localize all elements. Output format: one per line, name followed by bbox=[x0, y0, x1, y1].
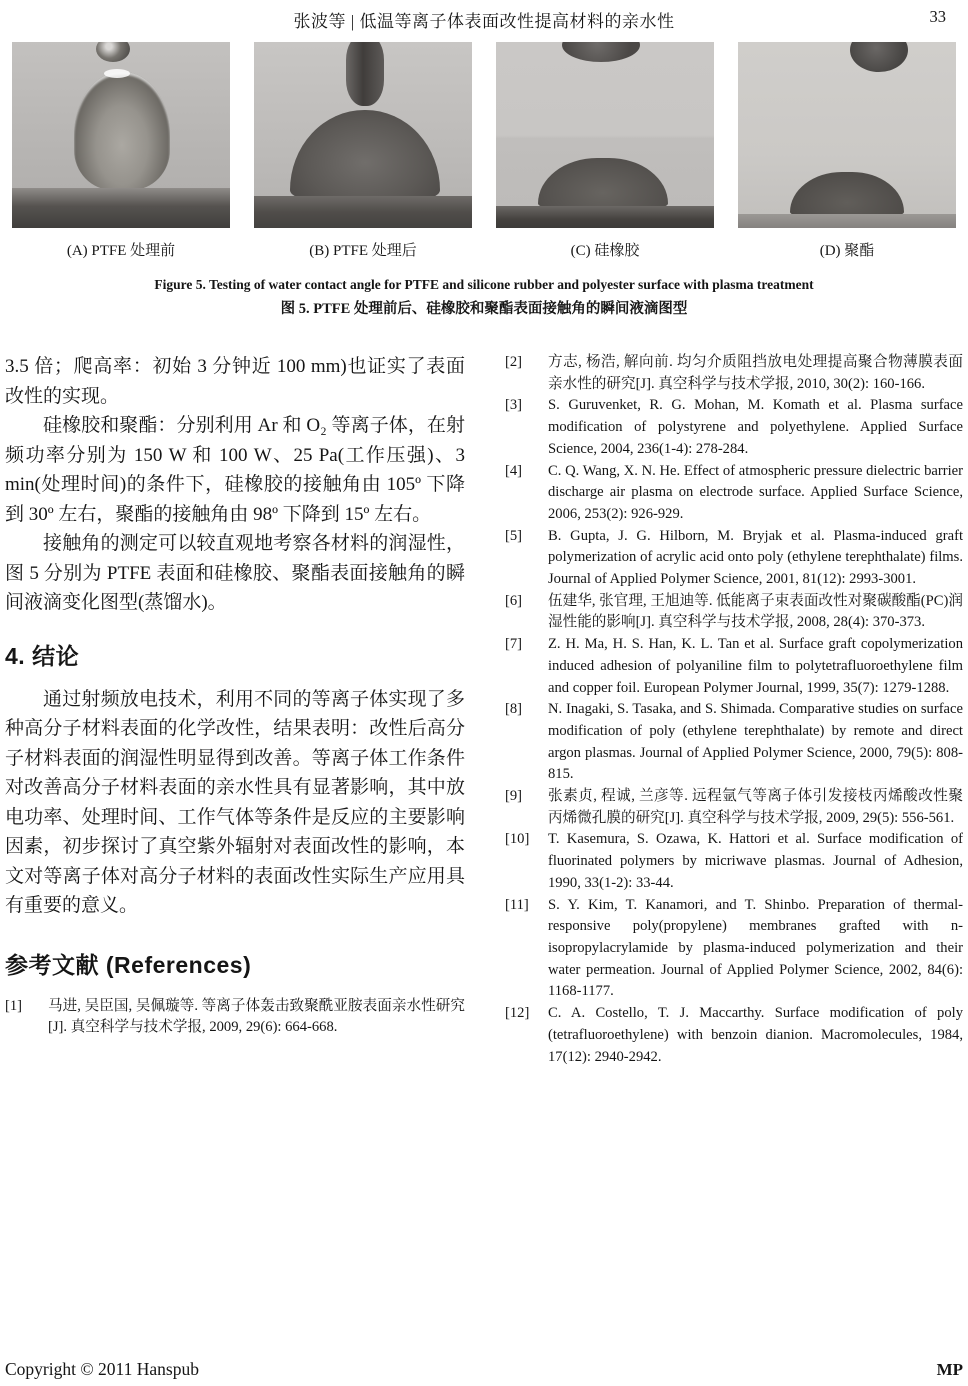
copyright-notice: Copyright © 2011 Hanspub bbox=[5, 1359, 199, 1379]
syringe-tip-icon bbox=[346, 42, 384, 106]
references-heading: 参考文献 (References) bbox=[5, 951, 252, 978]
sample-surface bbox=[254, 196, 472, 228]
reference-item bbox=[505, 395, 963, 460]
page-footer bbox=[5, 1359, 963, 1380]
panel-b bbox=[254, 42, 472, 260]
reference-item bbox=[505, 634, 963, 699]
body-paragraph: 接触角的测定可以较直观地考察各材料的润湿性，图 5 分别为 PTFE 表面和硅橡胶、聚酯表面接触角的瞬间液滴变化图型(蒸馏水)。 bbox=[5, 533, 465, 613]
reference-item bbox=[5, 996, 465, 1039]
reference-item bbox=[505, 829, 963, 894]
sessile-droplet-icon bbox=[74, 72, 170, 190]
reference-text: 方志, 杨浩, 解向前. 均匀介质阻挡放电处理提高聚合物薄膜表面亲水性的研究[J]. 真空科学与技术学报, 2010, 30(2): 160-166. bbox=[548, 354, 963, 392]
panel-caption-c: (C) 硅橡胶 bbox=[570, 243, 640, 259]
sample-surface bbox=[738, 214, 956, 228]
reference-label: [6] bbox=[505, 592, 523, 609]
reference-text: 张素贞, 程诚, 兰彦等. 远程氩气等离子体引发接枝丙烯酸改性聚丙烯微孔膜的研究[J]. 真空科学与技术学报, 2009, 29(5): 556-561. bbox=[548, 788, 963, 826]
reference-item bbox=[505, 1003, 963, 1068]
conclusion-paragraph: 通过射频放电技术，利用不同的等离子体实现了多种高分子材料表面的化学改性，结果表明：改性后高分子材料表面的润湿性明显得到改善。等离子体工作条件对改善高分子材料表面的亲水性具有显著影响，其中放电功率、处理时间、工作气体等条件是反应的主要影响因素，初步探讨了真空紫外辐射对表面改性的影响，本文对等离子体对高分子材料的表面改性实际生产应用具有重要的意义。 bbox=[5, 688, 465, 916]
reference-label: [12] bbox=[505, 1005, 530, 1022]
reference-text: S. Y. Kim, T. Kanamori, and T. Shinbo. Preparation of thermal-responsive poly(propylene) membranes grafted with n-isopropylacrylamide by plasma-induced polymerization and their water permeation. Journal of Applied Polymer Science, 2002, 84(6): 1168-1177. bbox=[548, 896, 963, 1000]
body-paragraph: 硅橡胶和聚酯：分别利用 Ar 和 O₂ 等离子体，在射频功率分别为 150 W 和 100 W、25 Pa(工作压强)、3 min(处理时间)的条件下，硅橡胶的接触角由 105º 下降到 30º 左右，聚酯的接触角由 98º 下降到 15º 左右。 bbox=[5, 415, 465, 525]
reference-text: C. A. Costello, T. J. Maccarthy. Surface modification of poly (tetrafluoroethylene) with benzoin dianion. Macromolecules, 1984, 17(12): 2940-2942. bbox=[548, 1005, 963, 1065]
panel-caption-b: (B) PTFE 处理后 bbox=[309, 243, 417, 259]
sample-surface bbox=[496, 206, 714, 228]
reference-item bbox=[505, 895, 963, 1004]
pendant-droplet-icon bbox=[96, 42, 130, 62]
contact-angle-photo-ptfe-before bbox=[12, 42, 230, 228]
reference-text: T. Kasemura, S. Ozawa, K. Hattori et al. Surface modification of fluorinated polymers by micriwave plasmas. Journal of Adhesion, 1990, 33(1-2): 33-44. bbox=[548, 831, 963, 891]
sessile-droplet-icon bbox=[538, 158, 668, 208]
left-column bbox=[5, 352, 465, 1068]
sessile-droplet-icon bbox=[290, 110, 440, 198]
reference-label: [9] bbox=[505, 788, 523, 805]
sessile-droplet-icon bbox=[790, 172, 904, 216]
reference-item bbox=[505, 591, 963, 634]
reference-item bbox=[505, 352, 963, 395]
body-columns bbox=[0, 352, 968, 1068]
figure-caption-chinese: 图 5. PTFE 处理前后、硅橡胶和聚酯表面接触角的瞬间液滴图型 bbox=[280, 301, 688, 317]
reference-text: Z. H. Ma, H. S. Han, K. L. Tan et al. Surface graft copolymerization induced adhesion of polyaniline film to polytetrafluoroethylene film and copper foil. European Polymer Journal, 1999, 35(7): 1279-1288. bbox=[548, 636, 963, 696]
droplet-highlight bbox=[104, 69, 130, 78]
reference-text: 伍建华, 张官理, 王旭迪等. 低能离子束表面改性对聚碳酸酯(PC)润湿性能的影响[J]. 真空科学与技术学报, 2008, 28(4): 370-373. bbox=[548, 592, 963, 631]
body-paragraph: 3.5 倍；爬高率：初始 3 分钟近 100 mm)也证实了表面改性的实现。 bbox=[5, 356, 465, 407]
reference-label: [11] bbox=[505, 896, 529, 913]
running-title: 张波等 | 低温等离子体表面改性提高材料的亲水性 bbox=[293, 12, 675, 31]
panel-c bbox=[496, 42, 714, 260]
reference-text: B. Gupta, J. G. Hilborn, M. Bryjak et al. Plasma-induced graft polymerization of acrylic acid onto poly (ethylene terephthalate) films. Journal of Applied Polymer Science, 2001, 81(12): 2993-3001. bbox=[548, 527, 963, 588]
reference-label: [2] bbox=[505, 354, 523, 370]
reference-label: [4] bbox=[505, 462, 523, 479]
journal-code: MP bbox=[936, 1360, 963, 1379]
pendant-droplet-icon bbox=[562, 42, 640, 62]
reference-label: [5] bbox=[505, 527, 523, 544]
reference-label: [3] bbox=[505, 397, 523, 414]
figure-5-panels bbox=[0, 42, 968, 260]
sample-surface bbox=[12, 188, 230, 228]
reference-item bbox=[505, 699, 963, 786]
section-heading-conclusion: 4. 结论 bbox=[5, 642, 80, 669]
reference-item bbox=[505, 526, 963, 591]
right-column bbox=[505, 352, 963, 1068]
panel-d bbox=[738, 42, 956, 260]
panel-caption-d: (D) 聚酯 bbox=[819, 243, 875, 259]
reference-text: C. Q. Wang, X. N. He. Effect of atmospheric pressure dielectric barrier discharge air plasma on electrode surface. Applied Surface Science, 2006, 253(2): 926-929. bbox=[548, 462, 963, 522]
reference-label: [8] bbox=[505, 701, 523, 718]
reference-text: 马进, 吴臣国, 吴佩璇等. 等离子体轰击致聚酰亚胺表面亲水性研究[J]. 真空科学与技术学报, 2009, 29(6): 664-668. bbox=[48, 997, 465, 1036]
panel-caption-a: (A) PTFE 处理前 bbox=[66, 243, 176, 259]
pendant-droplet-icon bbox=[850, 42, 908, 72]
contact-angle-photo-polyester bbox=[738, 42, 956, 228]
contact-angle-photo-ptfe-after bbox=[254, 42, 472, 228]
reference-item bbox=[505, 461, 963, 526]
reference-label: [7] bbox=[505, 636, 523, 653]
reference-text: S. Guruvenket, R. G. Mohan, M. Komath et al. Plasma surface modification of polystyrene and polyethylene. Applied Surface Science, 2004, 236(1-4): 278-284. bbox=[548, 397, 963, 457]
page-header bbox=[0, 0, 968, 37]
reference-text: N. Inagaki, S. Tasaka, and S. Shimada. Comparative studies on surface modification of poly (ethylene terephthalate) by remote and direct argon plasmas. Journal of Applied Polymer Science, 2000, 79(5): 808-815. bbox=[548, 701, 963, 783]
page-number: 33 bbox=[929, 7, 946, 26]
figure-caption-english: Figure 5. Testing of water contact angle for PTFE and silicone rubber and polyester surface with plasma treatment bbox=[154, 277, 814, 292]
reference-item bbox=[505, 786, 963, 829]
contact-angle-photo-silicone-rubber bbox=[496, 42, 714, 228]
reference-label: [1] bbox=[5, 997, 23, 1014]
reference-label: [10] bbox=[505, 831, 530, 848]
panel-a bbox=[12, 42, 230, 260]
